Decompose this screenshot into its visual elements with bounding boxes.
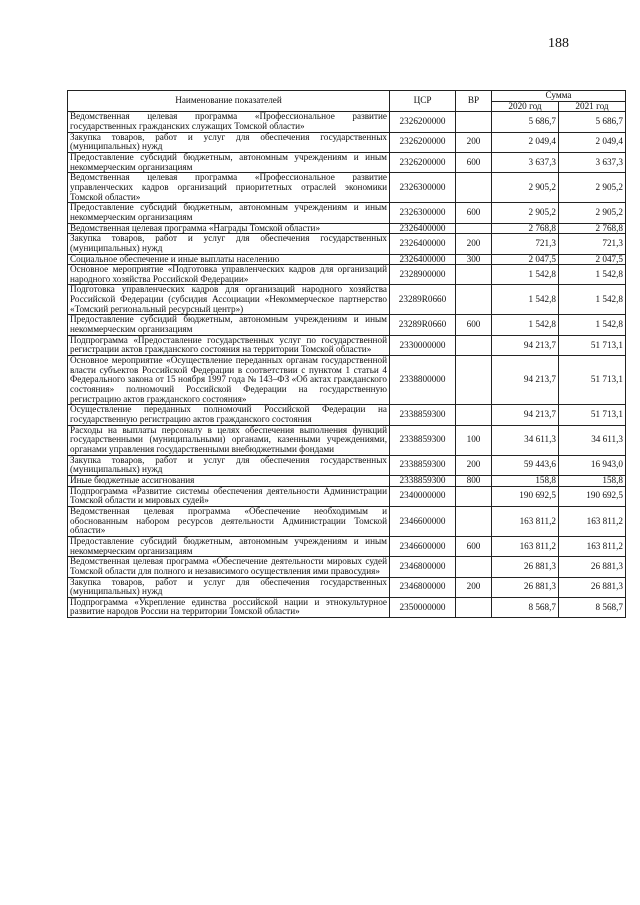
table-row — [68, 356, 626, 405]
row-value-2020: 158,8 — [492, 475, 559, 486]
row-name: Иные бюджетные ассигнования — [68, 475, 390, 486]
table-row — [68, 234, 626, 254]
row-csr: 2350000000 — [390, 597, 456, 617]
header-csr: ЦСР — [390, 91, 456, 112]
row-value-2020: 2 768,8 — [492, 223, 559, 234]
table-row — [68, 223, 626, 234]
row-name: Ведомственная целевая программа «Обеспечение необходимым и обоснованным набором ресурсов деятельности Администрации Томской области» — [68, 506, 390, 536]
row-value-2020: 59 443,6 — [492, 455, 559, 475]
table-row — [68, 335, 626, 355]
row-csr: 2326400000 — [390, 223, 456, 234]
row-name: Закупка товаров, работ и услуг для обеспечения государственных (муниципальных) нужд — [68, 132, 390, 152]
row-value-2021: 1 542,8 — [559, 285, 626, 315]
row-value-2020: 1 542,8 — [492, 265, 559, 285]
table-row — [68, 506, 626, 536]
row-vr: 200 — [456, 577, 492, 597]
header-sum: Сумма — [492, 91, 626, 102]
row-value-2021: 8 568,7 — [559, 597, 626, 617]
row-csr: 2326300000 — [390, 203, 456, 223]
table-row — [68, 475, 626, 486]
row-csr: 23289R0660 — [390, 315, 456, 335]
row-value-2021: 51 713,1 — [559, 356, 626, 405]
row-vr — [456, 597, 492, 617]
row-value-2021: 2 905,2 — [559, 173, 626, 203]
row-vr: 600 — [456, 536, 492, 556]
row-value-2020: 2 905,2 — [492, 173, 559, 203]
row-csr: 2326400000 — [390, 254, 456, 265]
table-row — [68, 557, 626, 577]
row-vr — [456, 506, 492, 536]
row-value-2021: 2 049,4 — [559, 132, 626, 152]
row-vr — [456, 223, 492, 234]
table-row — [68, 285, 626, 315]
row-name: Подпрограмма «Укрепление единства российской нации и этнокультурное развитие народов России на территории Томской области» — [68, 597, 390, 617]
row-vr: 200 — [456, 455, 492, 475]
row-name: Ведомственная целевая программа «Профессиональное развитие управленческих кадров организаций приоритетных отраслей экономики Томской области» — [68, 173, 390, 203]
page-number: 188 — [548, 36, 569, 51]
row-csr: 2326300000 — [390, 173, 456, 203]
header-name: Наименование показателей — [68, 91, 390, 112]
row-csr: 2338859300 — [390, 455, 456, 475]
row-value-2020: 1 542,8 — [492, 315, 559, 335]
table-row — [68, 173, 626, 203]
row-value-2020: 94 213,7 — [492, 335, 559, 355]
row-value-2021: 2 768,8 — [559, 223, 626, 234]
row-value-2021: 1 542,8 — [559, 265, 626, 285]
table-body — [68, 112, 626, 618]
header-2021: 2021 год — [559, 101, 626, 112]
row-value-2021: 5 686,7 — [559, 112, 626, 132]
table-row — [68, 315, 626, 335]
row-csr: 2338800000 — [390, 356, 456, 405]
row-vr — [456, 335, 492, 355]
row-csr: 2326400000 — [390, 234, 456, 254]
row-vr: 600 — [456, 315, 492, 335]
row-vr — [456, 486, 492, 506]
row-name: Закупка товаров, работ и услуг для обеспечения государственных (муниципальных) нужд — [68, 234, 390, 254]
table-row — [68, 455, 626, 475]
row-name: Подпрограмма «Развитие системы обеспечения деятельности Администрации Томской области и мировых судей» — [68, 486, 390, 506]
row-csr: 2326200000 — [390, 132, 456, 152]
row-value-2020: 1 542,8 — [492, 285, 559, 315]
row-value-2020: 163 811,2 — [492, 506, 559, 536]
row-value-2020: 26 881,3 — [492, 557, 559, 577]
table-row — [68, 152, 626, 172]
row-vr: 200 — [456, 132, 492, 152]
row-name: Основное мероприятие «Осуществление переданных органам государственной власти субъектов Российской Федерации в соответствии с пунктом 1 статьи 4 Федерального закона от 15 ноября 1997 года № 143–ФЗ «Об актах гражданского состояния» полномочий Российской Федерации на государственную регистрацию актов гражданского состояния» — [68, 356, 390, 405]
row-value-2021: 1 542,8 — [559, 315, 626, 335]
row-value-2020: 5 686,7 — [492, 112, 559, 132]
table-row — [68, 486, 626, 506]
row-vr: 100 — [456, 425, 492, 455]
row-value-2021: 26 881,3 — [559, 557, 626, 577]
row-value-2020: 94 213,7 — [492, 405, 559, 425]
row-name: Ведомственная целевая программа «Профессиональное развитие государственных гражданских служащих Томской области» — [68, 112, 390, 132]
row-vr — [456, 405, 492, 425]
row-csr: 2326200000 — [390, 112, 456, 132]
row-name: Ведомственная целевая программа «Обеспечение деятельности мировых судей Томской области для полного и независимого осуществления ими правосудия» — [68, 557, 390, 577]
row-value-2020: 3 637,3 — [492, 152, 559, 172]
row-value-2020: 8 568,7 — [492, 597, 559, 617]
row-value-2020: 2 905,2 — [492, 203, 559, 223]
row-value-2021: 51 713,1 — [559, 405, 626, 425]
row-csr: 2346800000 — [390, 557, 456, 577]
row-value-2021: 190 692,5 — [559, 486, 626, 506]
row-value-2020: 721,3 — [492, 234, 559, 254]
table-row — [68, 132, 626, 152]
row-value-2021: 163 811,2 — [559, 536, 626, 556]
row-value-2021: 2 047,5 — [559, 254, 626, 265]
row-csr: 2338859300 — [390, 425, 456, 455]
row-vr: 600 — [456, 152, 492, 172]
row-value-2020: 190 692,5 — [492, 486, 559, 506]
table-row — [68, 203, 626, 223]
row-value-2021: 51 713,1 — [559, 335, 626, 355]
row-name: Предоставление субсидий бюджетным, автономным учреждениям и иным некоммерческим организациям — [68, 536, 390, 556]
row-csr: 2338859300 — [390, 475, 456, 486]
row-value-2021: 2 905,2 — [559, 203, 626, 223]
row-value-2020: 163 811,2 — [492, 536, 559, 556]
row-csr: 2328900000 — [390, 265, 456, 285]
table-row — [68, 112, 626, 132]
row-value-2020: 94 213,7 — [492, 356, 559, 405]
row-vr — [456, 285, 492, 315]
row-value-2021: 3 637,3 — [559, 152, 626, 172]
header-2020: 2020 год — [492, 101, 559, 112]
row-vr: 800 — [456, 475, 492, 486]
row-value-2021: 16 943,0 — [559, 455, 626, 475]
row-value-2020: 34 611,3 — [492, 425, 559, 455]
row-csr: 2330000000 — [390, 335, 456, 355]
row-value-2021: 34 611,3 — [559, 425, 626, 455]
row-name: Закупка товаров, работ и услуг для обеспечения государственных (муниципальных) нужд — [68, 455, 390, 475]
table-row — [68, 425, 626, 455]
table-row — [68, 405, 626, 425]
row-name: Осуществление переданных полномочий Российской Федерации на государственную регистрацию актов гражданского состояния — [68, 405, 390, 425]
row-name: Предоставление субсидий бюджетным, автономным учреждениям и иным некоммерческим организациям — [68, 315, 390, 335]
row-vr — [456, 557, 492, 577]
row-name: Подготовка управленческих кадров для организаций народного хозяйства Российской Федерации (субсидия Ассоциации «Некоммерческое партнерство «Томский региональный ресурсный центр») — [68, 285, 390, 315]
table-row — [68, 577, 626, 597]
row-csr: 23289R0660 — [390, 285, 456, 315]
row-csr: 2340000000 — [390, 486, 456, 506]
row-name: Закупка товаров, работ и услуг для обеспечения государственных (муниципальных) нужд — [68, 577, 390, 597]
row-value-2021: 158,8 — [559, 475, 626, 486]
row-vr: 600 — [456, 203, 492, 223]
row-value-2020: 26 881,3 — [492, 577, 559, 597]
row-value-2021: 163 811,2 — [559, 506, 626, 536]
row-value-2021: 721,3 — [559, 234, 626, 254]
row-value-2021: 26 881,3 — [559, 577, 626, 597]
budget-table — [67, 90, 626, 618]
row-vr — [456, 173, 492, 203]
row-vr: 300 — [456, 254, 492, 265]
row-name: Предоставление субсидий бюджетным, автономным учреждениям и иным некоммерческим организациям — [68, 152, 390, 172]
row-name: Ведомственная целевая программа «Награды Томской области» — [68, 223, 390, 234]
row-csr: 2338859300 — [390, 405, 456, 425]
row-csr: 2326200000 — [390, 152, 456, 172]
row-vr — [456, 112, 492, 132]
row-value-2020: 2 049,4 — [492, 132, 559, 152]
row-vr — [456, 356, 492, 405]
row-name: Расходы на выплаты персоналу в целях обеспечения выполнения функций государственными (муниципальными) органами, казенными учреждениями, органами управления государственными внебюджетными фондами — [68, 425, 390, 455]
row-name: Социальное обеспечение и иные выплаты населению — [68, 254, 390, 265]
row-csr: 2346600000 — [390, 506, 456, 536]
row-vr — [456, 265, 492, 285]
row-csr: 2346800000 — [390, 577, 456, 597]
row-name: Подпрограмма «Предоставление государственных услуг по государственной регистрации актов гражданского состояния на территории Томской области» — [68, 335, 390, 355]
table-row — [68, 536, 626, 556]
header-vr: ВР — [456, 91, 492, 112]
table-row — [68, 597, 626, 617]
row-value-2020: 2 047,5 — [492, 254, 559, 265]
table-row — [68, 265, 626, 285]
row-name: Предоставление субсидий бюджетным, автономным учреждениям и иным некоммерческим организациям — [68, 203, 390, 223]
row-vr: 200 — [456, 234, 492, 254]
row-name: Основное мероприятие «Подготовка управленческих кадров для организаций народного хозяйства Российской Федерации» — [68, 265, 390, 285]
row-csr: 2346600000 — [390, 536, 456, 556]
table-row — [68, 254, 626, 265]
